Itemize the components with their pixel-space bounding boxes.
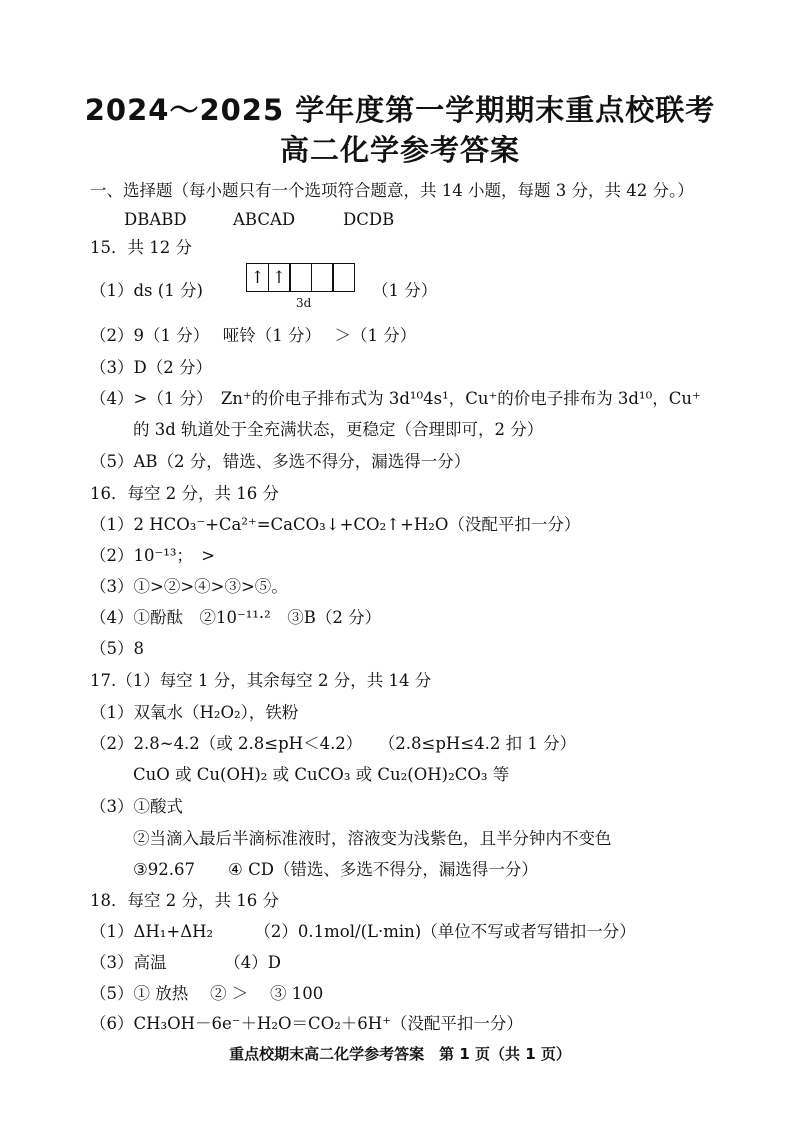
q18-part1-2: （1）ΔH₁+ΔH₂ （2）0.1mol/(L·min)（单位不写或者写错扣一分） — [90, 922, 636, 941]
q16-part4: （4）①酚酞 ②10⁻¹¹·² ③B（2 分） — [90, 608, 382, 627]
page-footer: 重点校期末高二化学参考答案 第 1 页（共 1 页） — [229, 1045, 571, 1063]
orbital-box — [289, 263, 312, 292]
q18-part3-4: （3）高温 （4）D — [90, 953, 281, 972]
q17-part3-line2: ②当滴入最后半滴标准液时，溶液变为浅紫色，且半分钟内不变色 — [133, 829, 612, 848]
choice-answers-1: DBABD — [124, 210, 187, 229]
q18-heading: 18．每空 2 分，共 16 分 — [90, 891, 279, 910]
q17-part3-line3: ③92.67 ④ CD（错选、多选不得分，漏选得一分） — [133, 860, 538, 879]
page-subtitle: 高二化学参考答案 — [279, 133, 520, 167]
q15-part3: （3）D（2 分） — [90, 358, 212, 377]
q15-heading: 15．共 12 分 — [90, 238, 192, 257]
q15-part1-score: （1 分） — [372, 281, 438, 300]
q17-part2-line1: （2）2.8~4.2（或 2.8≤pH＜4.2） （2.8≤pH≤4.2 扣 1 分） — [90, 734, 577, 753]
q16-part5: （5）8 — [90, 639, 144, 658]
q17-heading: 17.（1）每空 1 分，其余每空 2 分，共 14 分 — [90, 671, 432, 690]
orbital-box — [332, 263, 355, 292]
section-1-heading: 一、选择题（每小题只有一个选项符合题意，共 14 小题，每题 3 分，共 42 分。） — [90, 181, 694, 200]
q15-part5: （5）AB（2 分，错选、多选不得分，漏选得一分） — [90, 452, 471, 471]
q17-part3-line1: （3）①酸式 — [90, 797, 183, 816]
q15-part4-line1: （4）>（1 分） Zn⁺的价电子排布式为 3d¹⁰4s¹，Cu⁺的价电子排布为 3d¹⁰，Cu⁺ — [90, 389, 701, 408]
q15-part1-label: （1）ds (1 分) — [90, 281, 203, 300]
q16-part3: （3）①>②>④>③>⑤。 — [90, 577, 288, 596]
orbital-diagram — [246, 263, 355, 292]
orbital-box — [311, 263, 334, 292]
choice-answers-2: ABCAD — [233, 210, 296, 229]
q15-part2: （2）9（1 分） 哑铃（1 分） ＞（1 分） — [90, 326, 417, 345]
q16-part2: （2）10⁻¹³； > — [90, 546, 216, 565]
q17-part2-line2: CuO 或 Cu(OH)₂ 或 CuCO₃ 或 Cu₂(OH)₂CO₃ 等 — [133, 765, 510, 784]
orbital-box: ↑ — [246, 263, 269, 292]
page-title: 2024～2025 学年度第一学期期末重点校联考 — [84, 93, 716, 127]
q16-heading: 16．每空 2 分，共 16 分 — [90, 484, 279, 503]
orbital-label: 3d — [296, 296, 312, 310]
orbital-box: ↑ — [268, 263, 291, 292]
q18-part6: （6）CH₃OH－6e⁻＋H₂O＝CO₂＋6H⁺（没配平扣一分） — [90, 1014, 523, 1033]
q18-part5: （5）① 放热 ② ＞ ③ 100 — [90, 984, 324, 1003]
choice-answers-3: DCDB — [343, 210, 395, 229]
q15-part4-line2: 的 3d 轨道处于全充满状态，更稳定（合理即可，2 分） — [133, 420, 544, 439]
q16-part1: （1）2 HCO₃⁻+Ca²⁺=CaCO₃↓+CO₂↑+H₂O（没配平扣一分） — [90, 515, 581, 534]
q17-part1: （1）双氧水（H₂O₂），铁粉 — [90, 703, 299, 722]
